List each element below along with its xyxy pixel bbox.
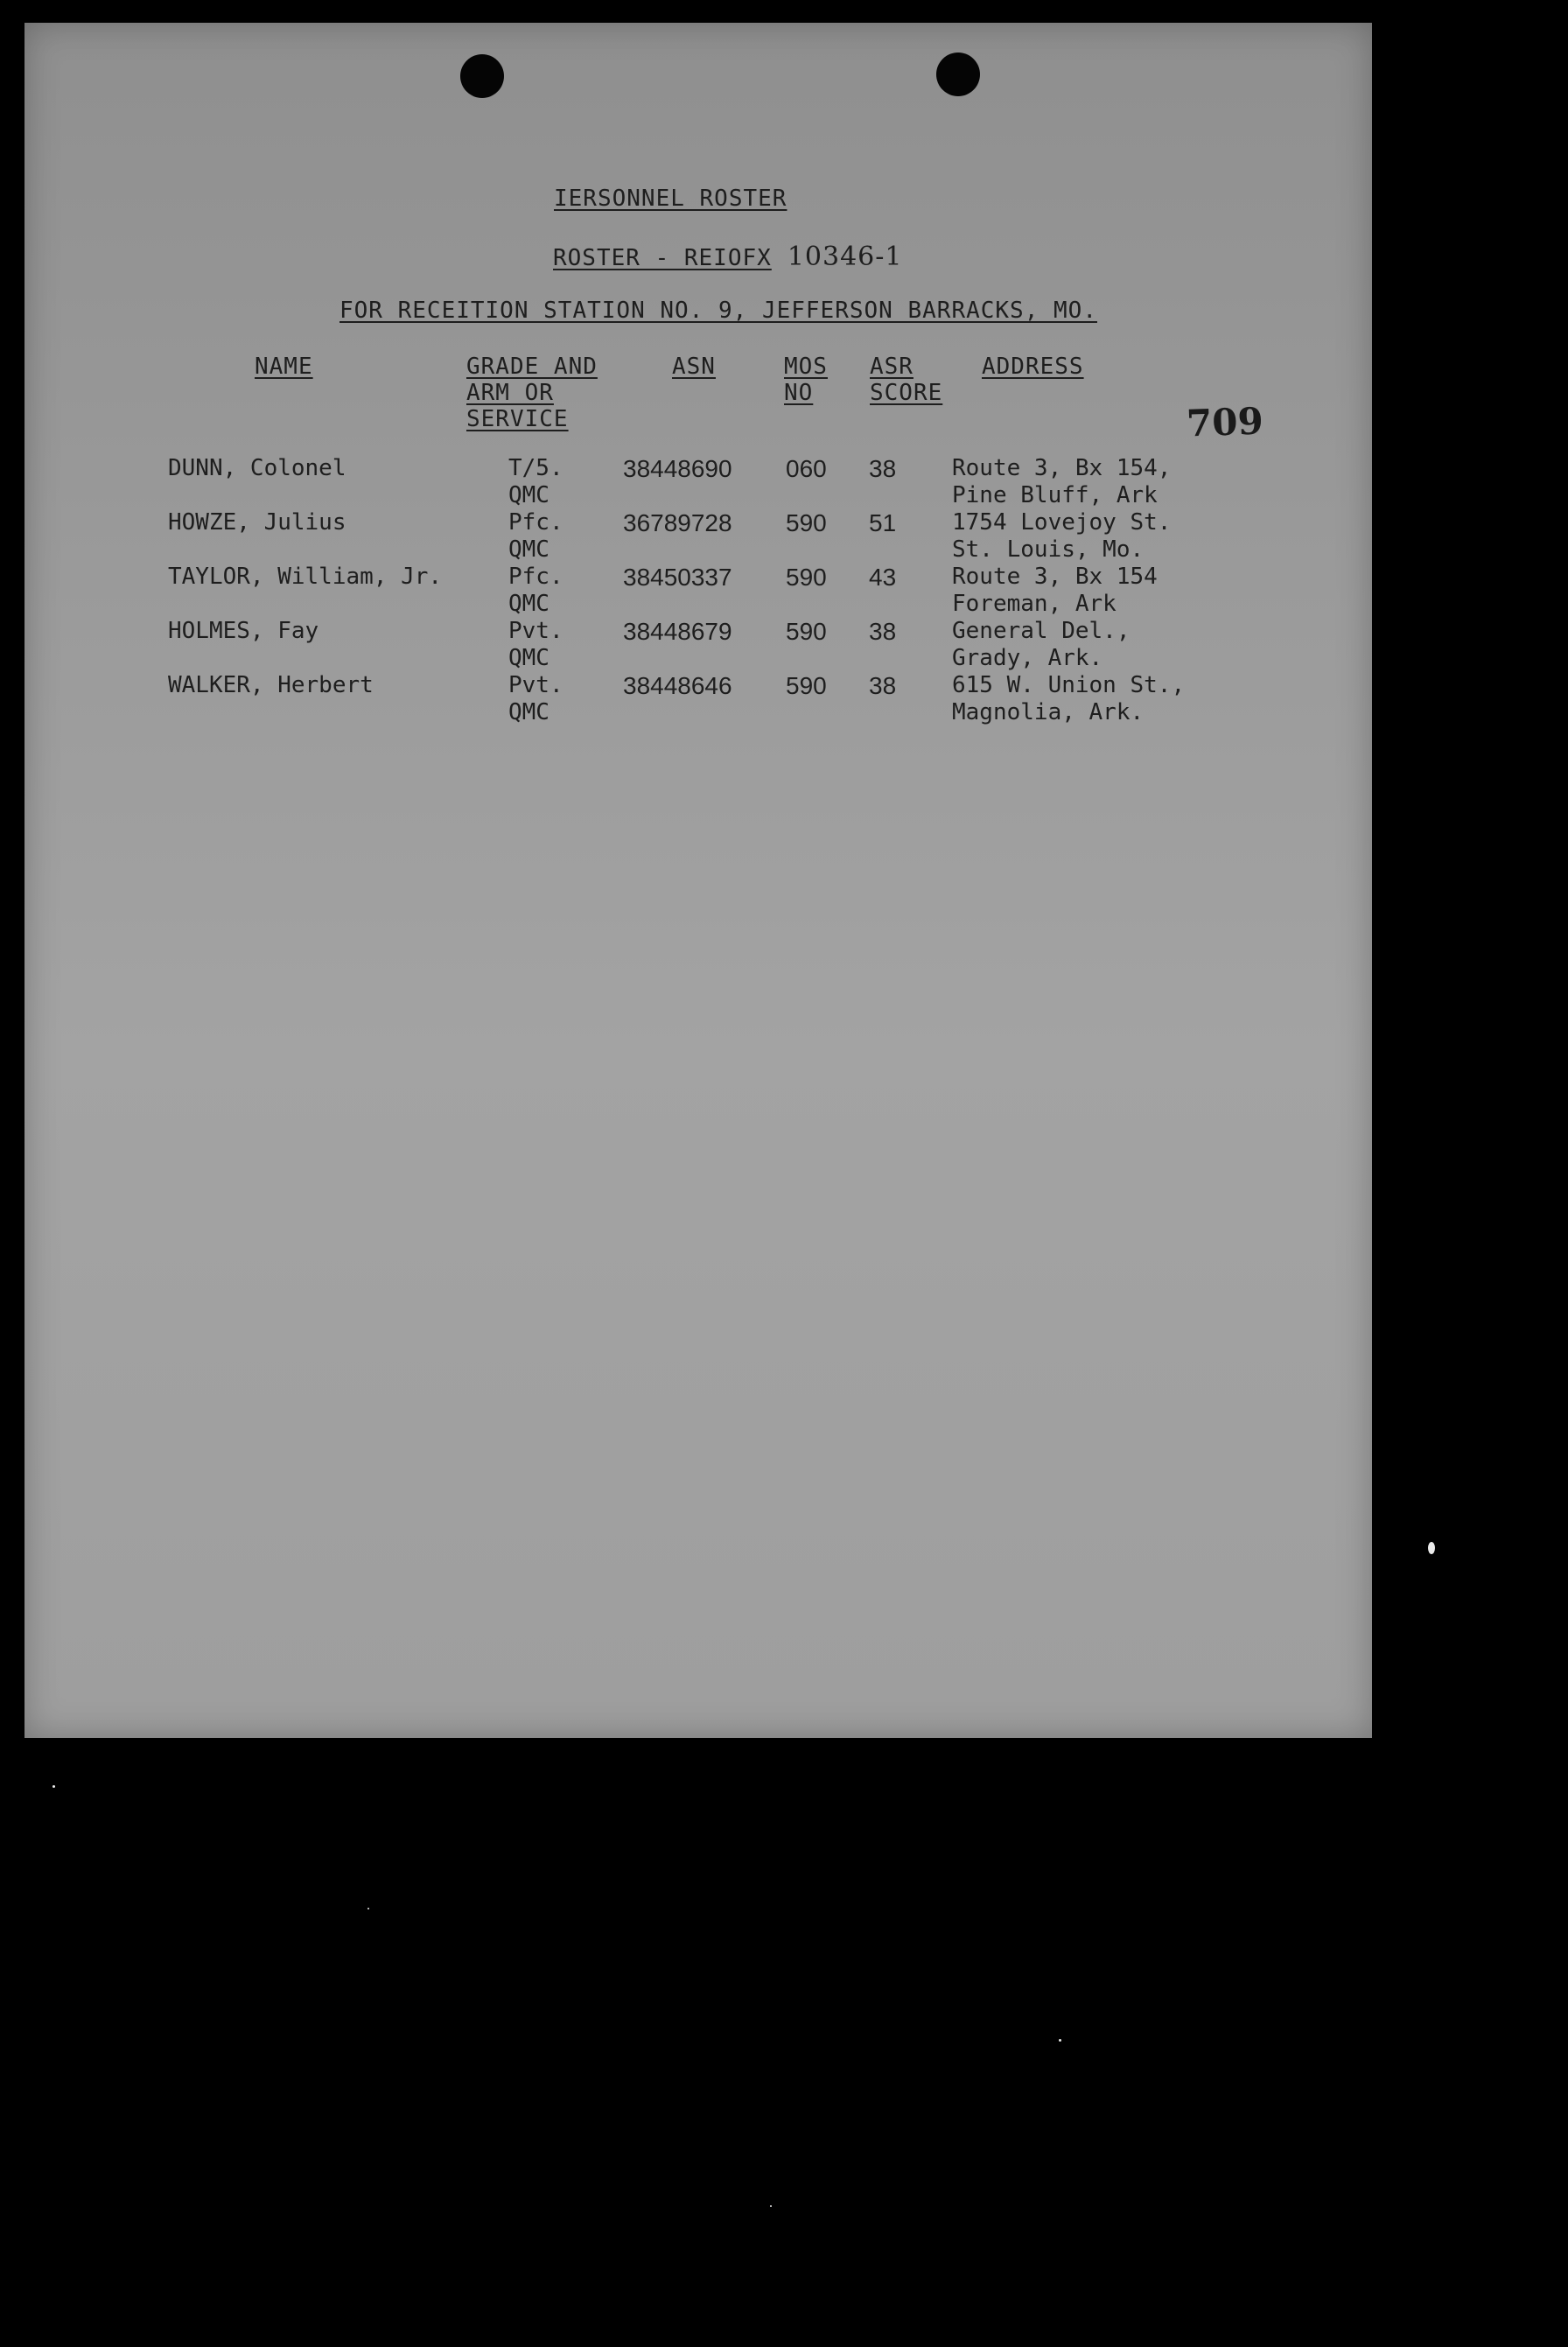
cell-address (952, 564, 1158, 618)
cell-asr-score: 38 (869, 455, 897, 482)
table-row (24, 564, 1372, 618)
cell-grade-service: QMC (508, 536, 550, 563)
column-header-grade (466, 354, 598, 432)
film-speck (770, 2205, 772, 2207)
cell-grade (508, 672, 564, 726)
cell-name: HOLMES, Fay (168, 618, 319, 644)
cell-mos: 590 (786, 618, 827, 645)
cell-asr-score: 43 (869, 564, 897, 591)
cell-grade-rank: Pvt. (508, 672, 564, 698)
cell-grade-rank: Pfc. (508, 509, 564, 536)
film-speck (52, 1785, 55, 1788)
cell-asn: 38448690 (623, 455, 732, 482)
cell-address (952, 509, 1171, 564)
column-header-address: ADDRESS (982, 354, 1084, 380)
cell-mos: 590 (786, 564, 827, 591)
table-row (24, 455, 1372, 509)
cell-grade-rank: Pfc. (508, 564, 564, 590)
cell-mos: 590 (786, 672, 827, 699)
page-title: IERSONNEL ROSTER (554, 186, 788, 212)
cell-asn: 38448679 (623, 618, 732, 645)
cell-address (952, 618, 1130, 672)
column-header-asr-line1: ASR (870, 354, 914, 380)
cell-name: HOWZE, Julius (168, 509, 346, 536)
column-header-mos-line1: MOS (784, 354, 828, 380)
cell-asr-score: 51 (869, 509, 897, 536)
table-row (24, 618, 1372, 672)
cell-name: WALKER, Herbert (168, 672, 374, 698)
column-header-mos-line2: NO (784, 380, 814, 406)
cell-asn: 36789728 (623, 509, 732, 536)
cell-grade-rank: T/5. (508, 455, 564, 481)
film-speck (1428, 1542, 1435, 1554)
column-header-name: NAME (255, 354, 313, 380)
column-header-grade-line3: SERVICE (466, 406, 569, 432)
cell-asr-score: 38 (869, 618, 897, 645)
punch-hole-left (460, 54, 504, 98)
cell-grade-rank: Pvt. (508, 618, 564, 644)
cell-address-line1: Route 3, Bx 154 (952, 564, 1158, 590)
cell-asn: 38450337 (623, 564, 732, 591)
cell-grade (508, 509, 564, 564)
cell-asr-score: 38 (869, 672, 897, 699)
cell-address-line2: Grady, Ark. (952, 645, 1103, 671)
cell-address-line1: Route 3, Bx 154, (952, 455, 1172, 481)
cell-name: TAYLOR, William, Jr. (168, 564, 443, 590)
cell-address-line1: 615 W. Union St., (952, 672, 1186, 698)
cell-grade-service: QMC (508, 699, 550, 725)
cell-grade (508, 564, 564, 618)
punch-hole-right (936, 53, 980, 96)
cell-grade-service: QMC (508, 482, 550, 508)
roster-line (553, 242, 902, 272)
stamped-number: 709 (1186, 399, 1264, 445)
cell-mos: 060 (786, 455, 827, 482)
column-header-asr-line2: SCORE (870, 380, 943, 406)
cell-address-line1: General Del., (952, 618, 1130, 644)
cell-grade (508, 455, 564, 509)
film-speck (1059, 2039, 1061, 2042)
table-row (24, 509, 1372, 564)
cell-address-line2: St. Louis, Mo. (952, 536, 1144, 563)
cell-address-line1: 1754 Lovejoy St. (952, 509, 1172, 536)
cell-address-line2: Magnolia, Ark. (952, 699, 1144, 725)
column-header-asn: ASN (672, 354, 716, 380)
cell-grade (508, 618, 564, 672)
page-subtitle: FOR RECEITION STATION NO. 9, JEFFERSON BARRACKS, MO. (340, 298, 1097, 324)
document-page (24, 23, 1372, 1738)
cell-address (952, 672, 1185, 726)
cell-address (952, 455, 1171, 509)
cell-asn: 38448646 (623, 672, 732, 699)
roster-label: ROSTER - REIOFX (553, 245, 772, 271)
film-speck (368, 1908, 369, 1909)
cell-address-line2: Pine Bluff, Ark (952, 482, 1158, 508)
cell-mos: 590 (786, 509, 827, 536)
column-header-mos (784, 354, 828, 406)
cell-name: DUNN, Colonel (168, 455, 346, 481)
table-row (24, 672, 1372, 726)
column-header-grade-line2: ARM OR (466, 380, 554, 406)
cell-address-line2: Foreman, Ark (952, 591, 1116, 617)
cell-grade-service: QMC (508, 591, 550, 617)
column-header-asr-score (870, 354, 942, 406)
cell-grade-service: QMC (508, 645, 550, 671)
roster-number: 10346-1 (787, 242, 903, 272)
column-header-grade-line1: GRADE AND (466, 354, 598, 380)
